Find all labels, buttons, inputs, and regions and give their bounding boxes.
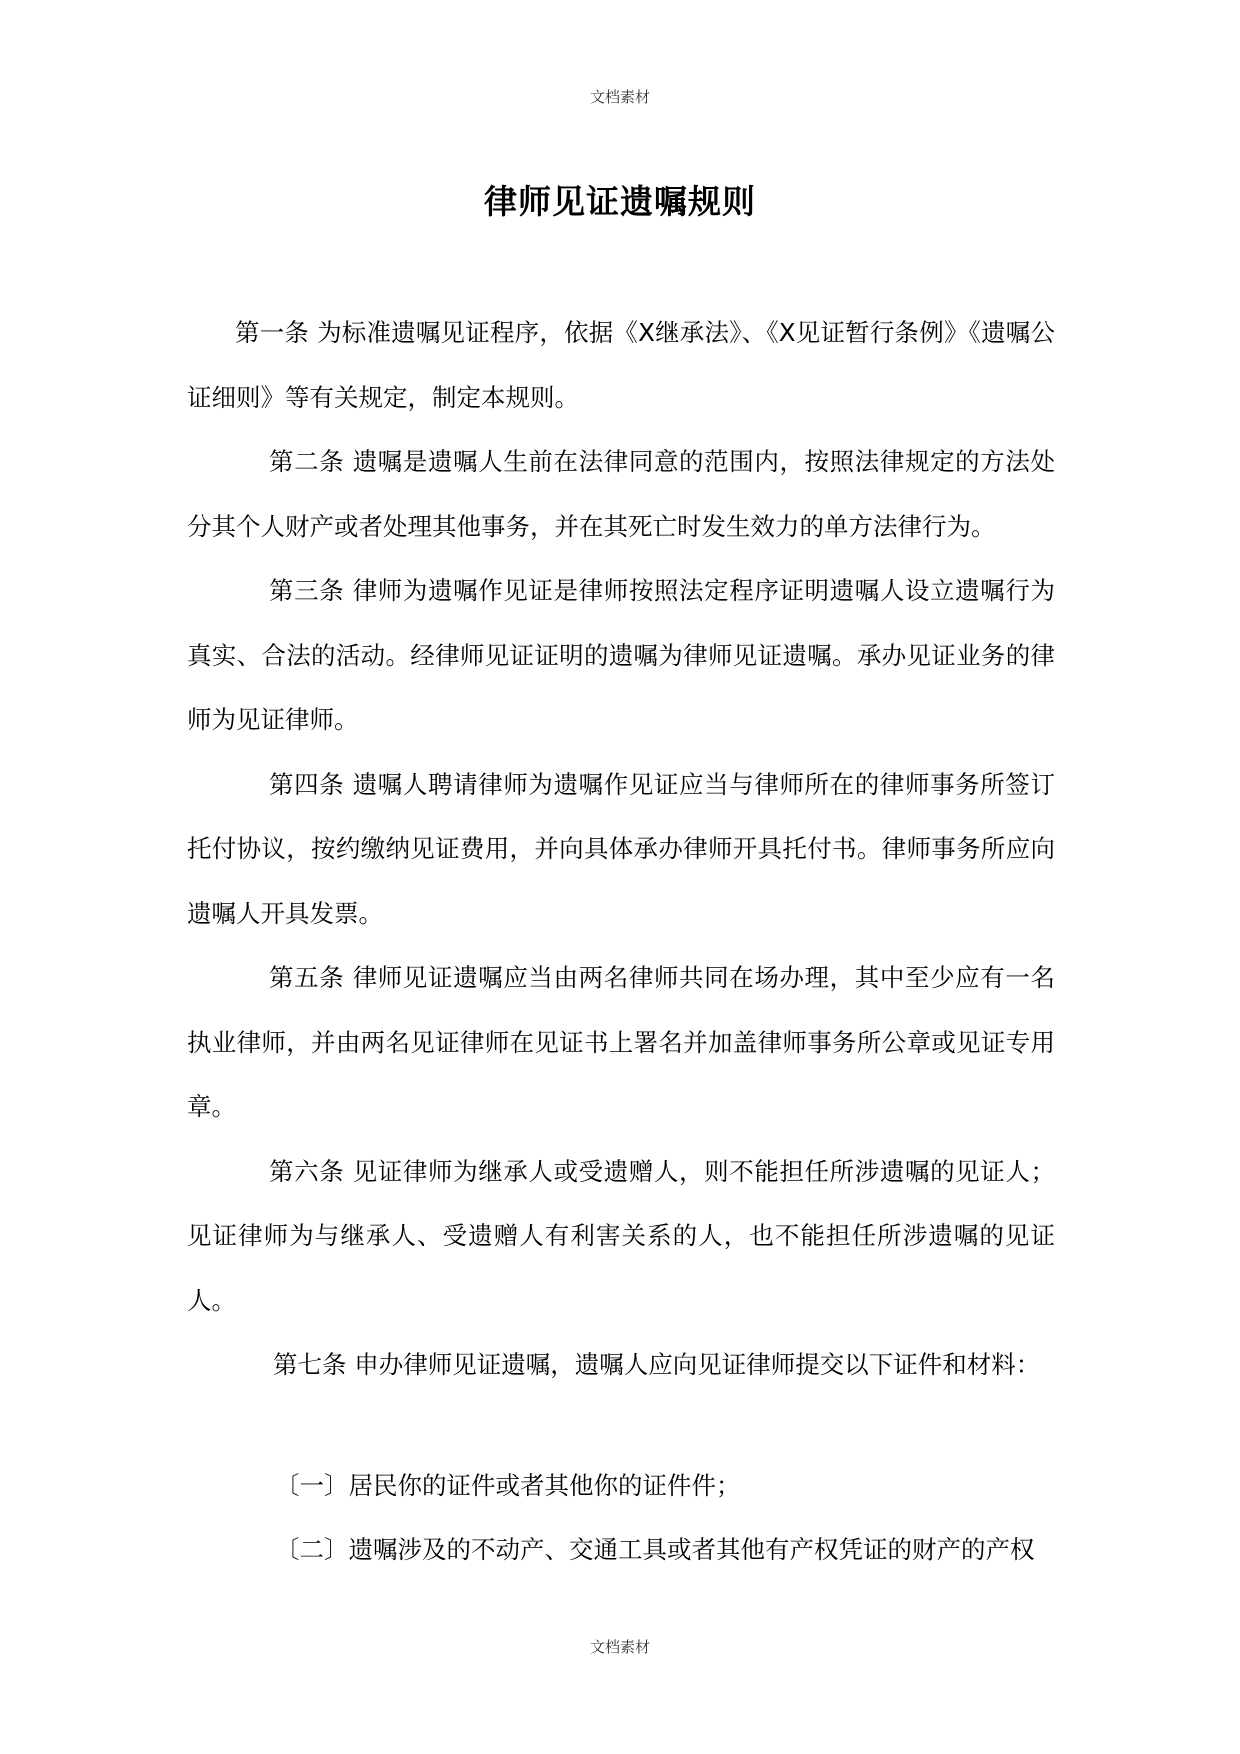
article-2: 第二条 遗嘱是遗嘱人生前在法律同意的范围内，按照法律规定的方法处分其个人财产或者处理其他事务，并在其死亡时发生效力的单方法律行为。	[187, 447, 1055, 541]
list-item-1: 〔一〕居民你的证件或者其他你的证件件；	[275, 1470, 741, 1500]
page-footer: 文档素材	[589, 1638, 650, 1656]
article-3: 第三条 律师为遗嘱作见证是律师按照法定程序证明遗嘱人设立遗嘱行为真实、合法的活动。经律师见证证明的遗嘱为律师见证遗嘱。承办见证业务的律师为见证律师。	[187, 576, 1055, 734]
paragraph-spacer	[187, 1398, 1055, 1454]
article-1: 第一条 为标准遗嘱见证程序，依据《X继承法》、《X见证暂行条例》《遗嘱公证细则》等有关规定，制定本规则。	[187, 318, 1055, 412]
document-title: 律师见证遗嘱规则	[484, 182, 756, 221]
page-header: 文档素材	[589, 88, 650, 106]
list-item-2: 〔二〕遗嘱涉及的不动产、交通工具或者其他有产权凭证的财产的产权	[275, 1535, 1035, 1564]
article-7: 第七条 申办律师见证遗嘱，遗嘱人应向见证律师提交以下证件和材料：	[273, 1350, 1041, 1379]
document-body	[187, 301, 1055, 1583]
article-5: 第五条 律师见证遗嘱应当由两名律师共同在场办理，其中至少应有一名执业律师，并由两名见证律师在见证书上署名并加盖律师事务所公章或见证专用章。	[187, 963, 1055, 1121]
article-4: 第四条 遗嘱人聘请律师为遗嘱作见证应当与律师所在的律师事务所签订托付协议，按约缴纳见证费用，并向具体承办律师开具托付书。律师事务所应向遗嘱人开具发票。	[187, 769, 1055, 928]
article-6: 第六条 见证律师为继承人或受遗赠人，则不能担任所涉遗嘱的见证人；见证律师为与继承人、受遗赠人有利害关系的人，也不能担任所涉遗嘱的见证人。	[187, 1156, 1055, 1315]
